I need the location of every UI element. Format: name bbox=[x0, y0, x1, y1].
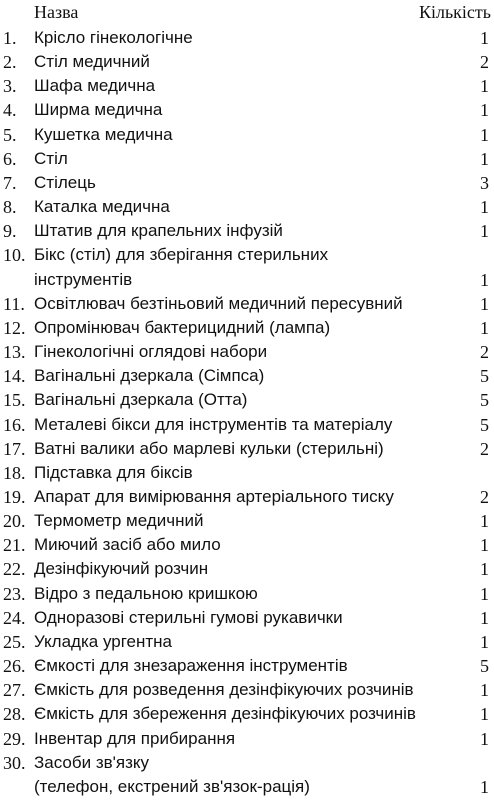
item-number: 22. bbox=[3, 559, 26, 580]
item-quantity: 1 bbox=[480, 728, 489, 749]
item-quantity: 1 bbox=[480, 124, 489, 145]
item-name bbox=[34, 364, 472, 388]
item-name-line: (телефон, екстрений зв'язок-рація) bbox=[34, 776, 310, 796]
item-quantity: 2 bbox=[480, 486, 489, 507]
item-number: 15. bbox=[3, 390, 26, 411]
item-name-line: Термометр медичний bbox=[34, 511, 204, 531]
item-name-line: Стіл bbox=[34, 148, 68, 168]
item-number: 14. bbox=[3, 366, 26, 387]
item-name bbox=[34, 123, 472, 147]
item-name-line: Ширма медична bbox=[34, 100, 163, 120]
item-quantity: 1 bbox=[480, 559, 489, 580]
list-item bbox=[0, 74, 494, 98]
item-number: 30. bbox=[3, 752, 26, 773]
item-name-line: Одноразові стерильні гумові рукавички bbox=[34, 607, 343, 627]
list-item bbox=[0, 509, 494, 533]
list-item bbox=[0, 316, 494, 340]
item-name-line: Опромінювач бактерицидний (лампа) bbox=[34, 317, 331, 337]
item-name bbox=[34, 509, 472, 533]
item-name bbox=[34, 171, 472, 195]
column-header-quantity: Кількість bbox=[418, 2, 491, 22]
item-number: 8. bbox=[3, 197, 17, 218]
item-number: 3. bbox=[3, 76, 17, 97]
item-number: 19. bbox=[3, 486, 26, 507]
item-quantity: 1 bbox=[480, 76, 489, 97]
item-quantity: 5 bbox=[480, 656, 489, 677]
item-name bbox=[34, 654, 472, 678]
item-name-line: Підставка для біксів bbox=[34, 462, 193, 482]
list-item bbox=[0, 195, 494, 219]
list-item bbox=[0, 364, 494, 388]
item-name-line: Ємкість для збереження дезінфікуючих розчинів bbox=[34, 704, 416, 724]
column-header-name: Назва bbox=[34, 2, 79, 22]
item-quantity: 1 bbox=[480, 535, 489, 556]
item-name-line: Ватні валики або марлеві кульки (стерильні) bbox=[34, 438, 384, 458]
list-item bbox=[0, 582, 494, 606]
equipment-list bbox=[0, 26, 494, 799]
item-number: 25. bbox=[3, 631, 26, 652]
list-item bbox=[0, 123, 494, 147]
item-name-line: Штатив для крапельних інфузій bbox=[34, 221, 283, 241]
list-item bbox=[0, 461, 494, 485]
item-quantity: 1 bbox=[480, 631, 489, 652]
item-name-line: Шафа медична bbox=[34, 76, 156, 96]
item-quantity: 2 bbox=[480, 52, 489, 73]
item-name-line: Металеві бікси для інструментів та матеріалу bbox=[34, 414, 393, 434]
item-name-line: Апарат для вимірювання артеріального тиску bbox=[34, 486, 394, 506]
item-name bbox=[34, 316, 472, 340]
item-name bbox=[34, 50, 472, 74]
item-name bbox=[34, 219, 472, 243]
item-name-line: Відро з педальною кришкою bbox=[34, 583, 258, 603]
list-item bbox=[0, 751, 494, 799]
item-name bbox=[34, 195, 472, 219]
list-item bbox=[0, 678, 494, 702]
item-name-line: Дезінфікуючий розчин bbox=[34, 559, 209, 579]
item-name-line: Крісло гінекологічне bbox=[34, 28, 193, 47]
item-quantity: 5 bbox=[480, 414, 489, 435]
item-name bbox=[34, 413, 472, 437]
item-quantity: 1 bbox=[480, 776, 489, 797]
list-item bbox=[0, 26, 494, 50]
item-name-line: Бікс (стіл) для зберігання стерильних bbox=[34, 245, 329, 265]
list-item bbox=[0, 50, 494, 74]
item-name-line: Ємкість для розведення дезінфікуючих розчинів bbox=[34, 680, 414, 700]
item-quantity: 2 bbox=[480, 438, 489, 459]
item-name-line: Інвентар для прибирання bbox=[34, 728, 236, 748]
item-name-line: Гінекологічні оглядові набори bbox=[34, 342, 268, 362]
item-quantity: 1 bbox=[480, 148, 489, 169]
list-item bbox=[0, 292, 494, 316]
item-number: 2. bbox=[3, 52, 17, 73]
item-number: 6. bbox=[3, 148, 17, 169]
item-name bbox=[34, 582, 472, 606]
item-quantity: 5 bbox=[480, 390, 489, 411]
item-name bbox=[34, 147, 472, 171]
item-number: 1. bbox=[3, 28, 17, 48]
item-name-line: Ємкості для знезараження інструментів bbox=[34, 656, 348, 676]
item-quantity: 3 bbox=[480, 172, 489, 193]
list-item bbox=[0, 557, 494, 581]
list-item bbox=[0, 219, 494, 243]
item-name bbox=[34, 485, 472, 509]
item-number: 13. bbox=[3, 342, 26, 363]
item-number: 7. bbox=[3, 172, 17, 193]
list-item bbox=[0, 171, 494, 195]
item-name bbox=[34, 98, 472, 122]
list-item bbox=[0, 533, 494, 557]
list-item bbox=[0, 98, 494, 122]
item-number: 9. bbox=[3, 221, 17, 242]
item-number: 4. bbox=[3, 100, 17, 121]
item-name-line: Укладка ургентна bbox=[34, 631, 173, 651]
item-number: 21. bbox=[3, 535, 26, 556]
item-number: 16. bbox=[3, 414, 26, 435]
item-number: 23. bbox=[3, 583, 26, 604]
item-name bbox=[34, 243, 472, 291]
list-item bbox=[0, 702, 494, 726]
item-name-line: Каталка медична bbox=[34, 197, 170, 217]
item-quantity: 1 bbox=[480, 100, 489, 121]
item-number: 18. bbox=[3, 462, 26, 483]
list-item bbox=[0, 654, 494, 678]
item-quantity: 1 bbox=[480, 293, 489, 314]
list-item bbox=[0, 727, 494, 751]
item-quantity: 1 bbox=[480, 704, 489, 725]
list-item bbox=[0, 340, 494, 364]
table-header bbox=[0, 0, 494, 26]
item-name bbox=[34, 533, 472, 557]
item-quantity: 1 bbox=[480, 511, 489, 532]
item-quantity: 1 bbox=[480, 28, 489, 48]
item-name bbox=[34, 606, 472, 630]
item-quantity: 1 bbox=[480, 197, 489, 218]
list-item bbox=[0, 437, 494, 461]
item-number: 11. bbox=[3, 293, 25, 314]
item-number: 17. bbox=[3, 438, 26, 459]
item-name bbox=[34, 751, 472, 799]
item-number: 28. bbox=[3, 704, 26, 725]
item-name-line: Стіл медичний bbox=[34, 52, 150, 72]
item-name-line: Вагінальні дзеркала (Отта) bbox=[34, 390, 248, 410]
item-name bbox=[34, 292, 472, 316]
item-number: 5. bbox=[3, 124, 17, 145]
item-quantity: 1 bbox=[480, 583, 489, 604]
list-item bbox=[0, 630, 494, 654]
item-quantity: 1 bbox=[480, 680, 489, 701]
item-name-line: Вагінальні дзеркала (Сімпса) bbox=[34, 366, 265, 386]
item-name-line: Миючий засіб або мило bbox=[34, 535, 221, 555]
item-number: 20. bbox=[3, 511, 26, 532]
list-item bbox=[0, 413, 494, 437]
item-name bbox=[34, 630, 472, 654]
item-number: 27. bbox=[3, 680, 26, 701]
item-name-line: Освітлювач безтіньовий медичний пересувний bbox=[34, 293, 403, 313]
list-item bbox=[0, 147, 494, 171]
item-name-line: Засоби зв'язку bbox=[34, 752, 150, 772]
item-name bbox=[34, 388, 472, 412]
item-name bbox=[34, 340, 472, 364]
item-name bbox=[34, 727, 472, 751]
item-name-line: інструментів bbox=[34, 269, 133, 289]
list-item bbox=[0, 243, 494, 291]
item-name bbox=[34, 678, 472, 702]
list-item bbox=[0, 388, 494, 412]
item-quantity: 1 bbox=[480, 221, 489, 242]
item-number: 10. bbox=[3, 245, 26, 266]
item-number: 24. bbox=[3, 607, 26, 628]
item-number: 12. bbox=[3, 317, 26, 338]
item-name bbox=[34, 26, 472, 50]
list-item bbox=[0, 606, 494, 630]
item-name bbox=[34, 74, 472, 98]
item-name bbox=[34, 461, 472, 485]
item-number: 26. bbox=[3, 656, 26, 677]
item-name bbox=[34, 557, 472, 581]
item-name-line: Кушетка медична bbox=[34, 124, 173, 144]
item-quantity: 2 bbox=[480, 342, 489, 363]
item-quantity: 1 bbox=[480, 607, 489, 628]
item-name bbox=[34, 702, 472, 726]
item-quantity: 1 bbox=[480, 269, 489, 290]
item-quantity: 5 bbox=[480, 366, 489, 387]
item-name-line: Стілець bbox=[34, 172, 96, 192]
item-number: 29. bbox=[3, 728, 26, 749]
item-quantity: 1 bbox=[480, 317, 489, 338]
item-name bbox=[34, 437, 472, 461]
list-item bbox=[0, 485, 494, 509]
